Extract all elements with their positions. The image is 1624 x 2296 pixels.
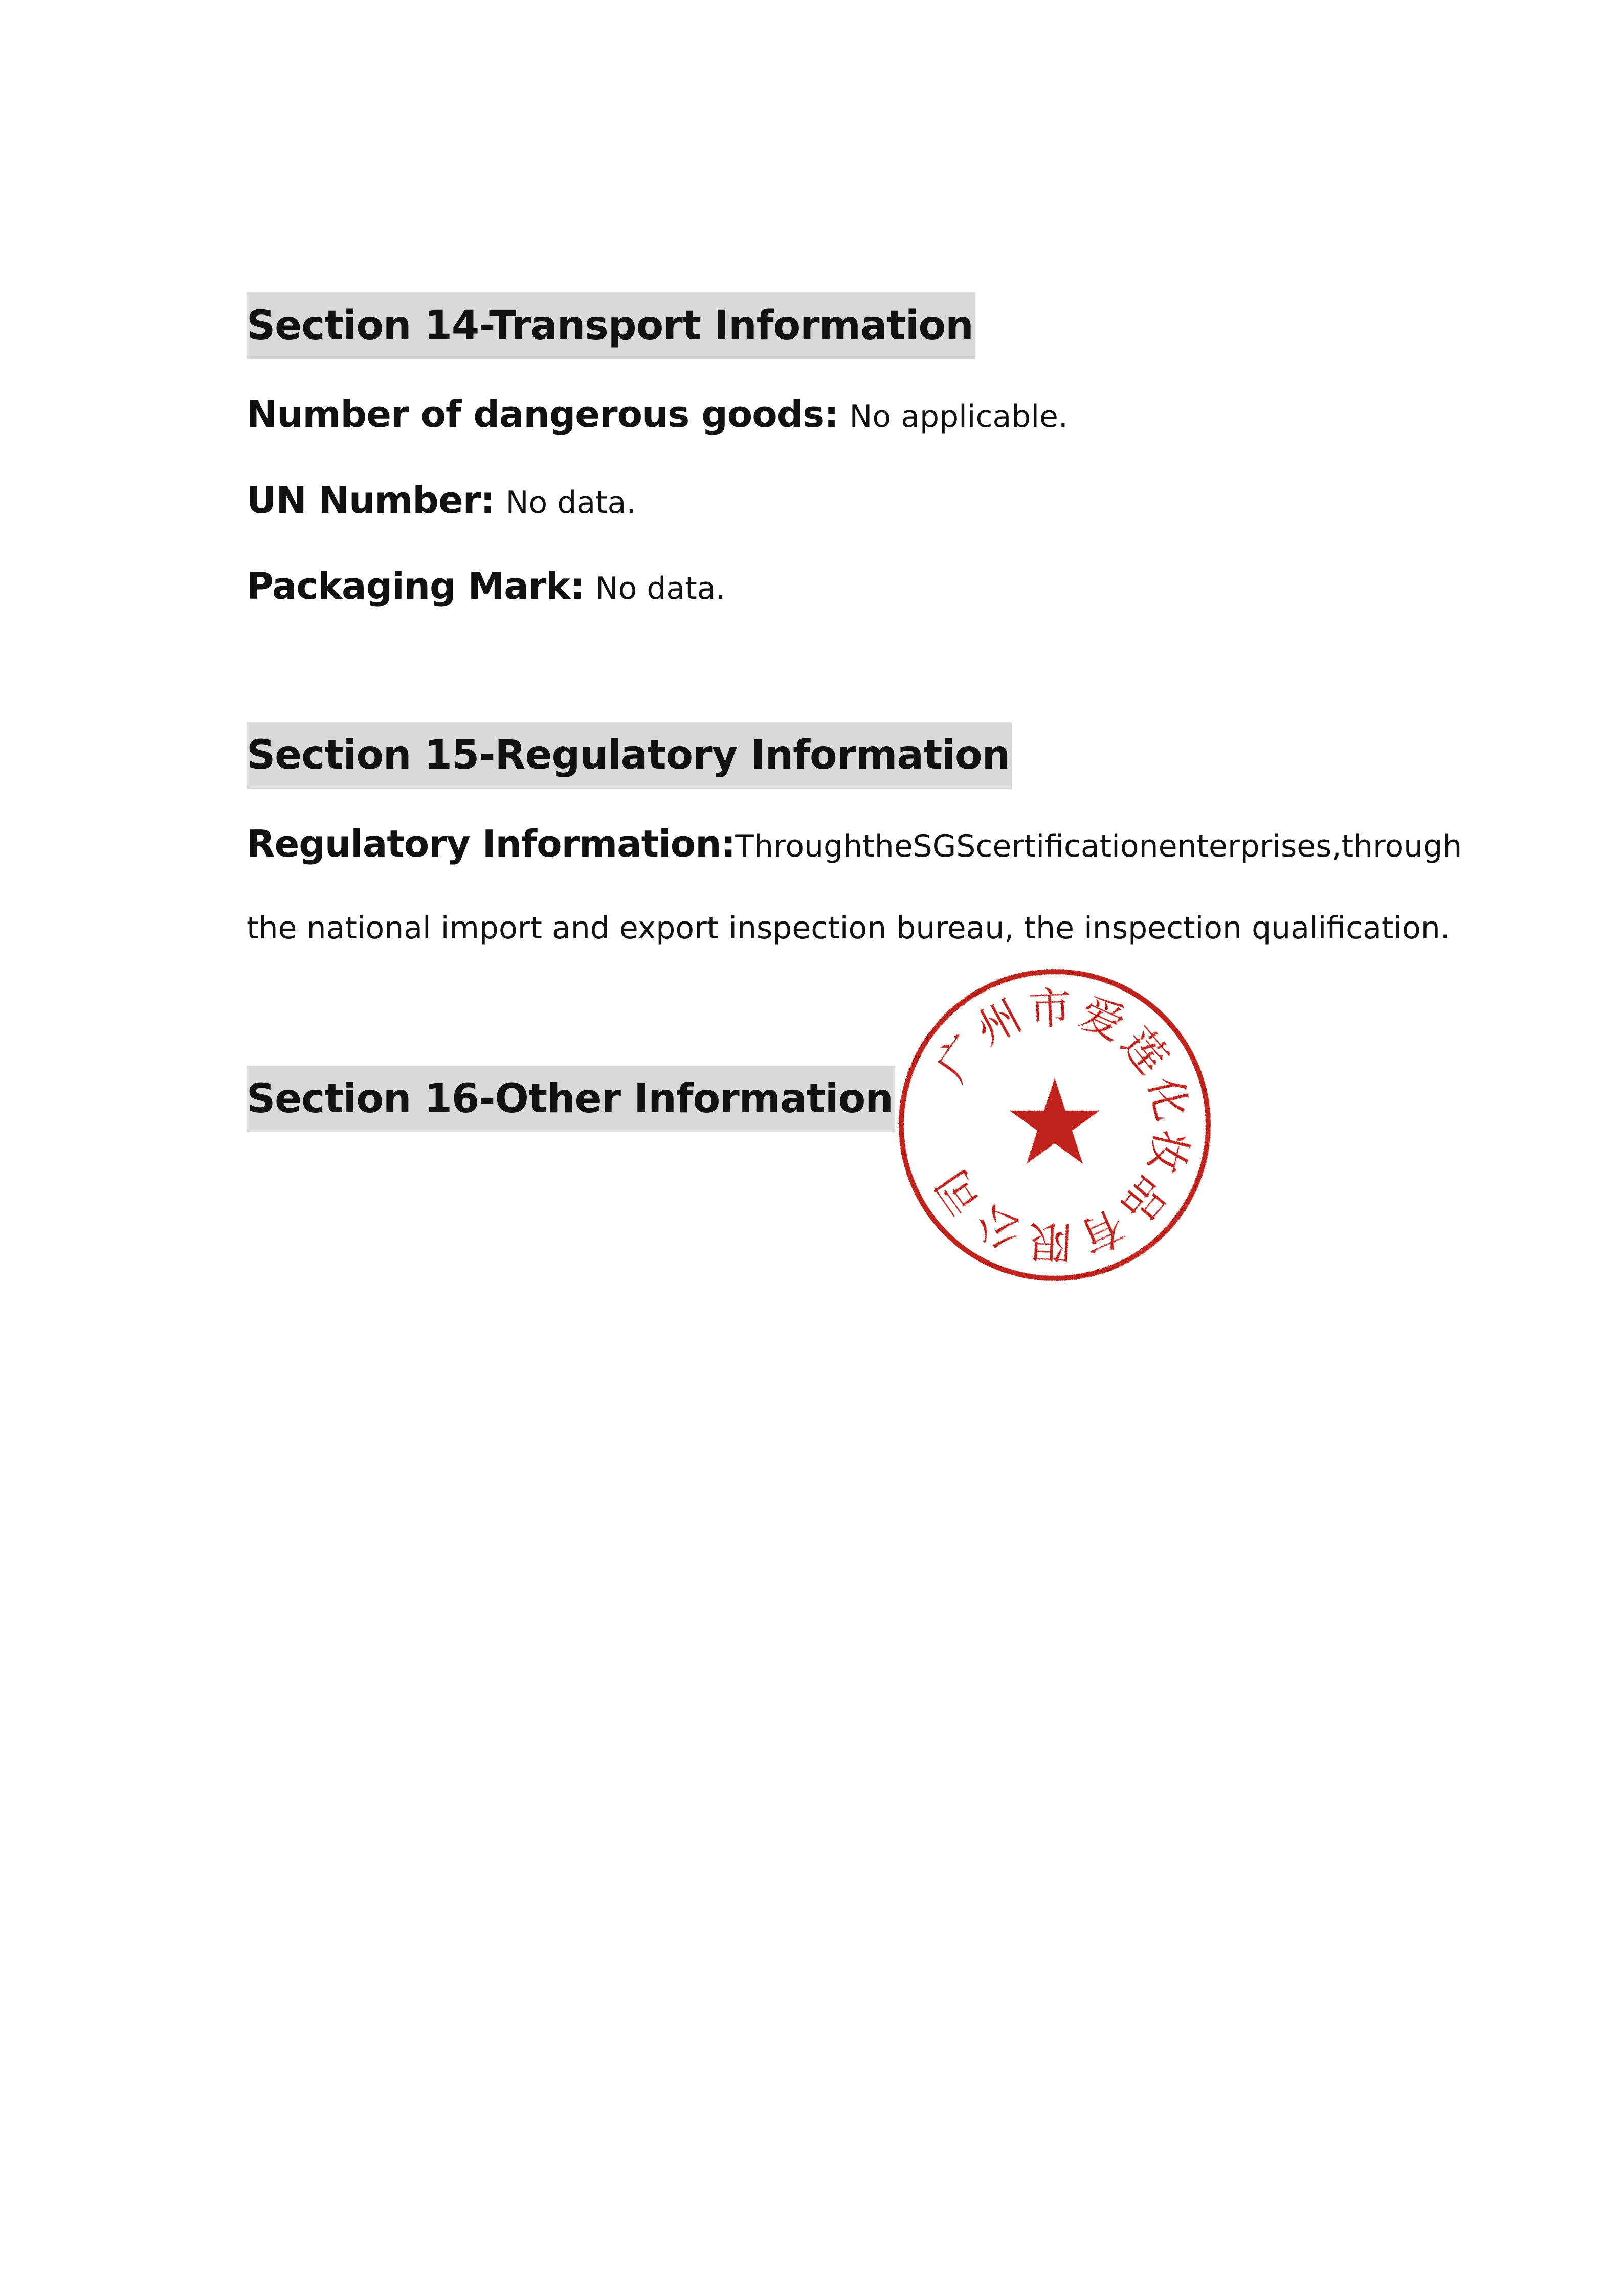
field-dangerous-goods	[247, 389, 1068, 442]
section-14-heading: Section 14-Transport Information	[247, 292, 975, 359]
field-label: UN Number:	[247, 479, 495, 522]
field-label: Regulatory Information:	[247, 822, 736, 865]
paragraph-word: certification	[975, 828, 1159, 864]
paragraph-word: SGS	[913, 828, 976, 864]
section-15-heading: Section 15-Regulatory Information	[247, 722, 1012, 789]
field-un-number	[247, 475, 636, 528]
paragraph-word: Through	[735, 828, 863, 864]
seal-character: 司	[926, 1160, 992, 1224]
seal-character: 爱	[1072, 987, 1132, 1050]
field-value: No data.	[505, 485, 636, 521]
company-seal-stamp	[896, 966, 1213, 1284]
seal-character: 有	[1072, 1200, 1132, 1263]
seal-graphic	[896, 966, 1213, 1284]
seal-character: 广	[926, 1026, 992, 1090]
paragraph-word: through	[1341, 828, 1462, 864]
field-value: No applicable.	[849, 399, 1068, 435]
seal-character: 莲	[1111, 1018, 1178, 1084]
section-16-heading: Section 16-Other Information	[247, 1066, 895, 1132]
paragraph-line-1	[247, 818, 1462, 869]
seal-character: 化	[1139, 1071, 1198, 1126]
field-packaging-mark	[247, 560, 726, 614]
seal-character: 市	[1028, 982, 1073, 1034]
seal-character: 州	[968, 990, 1030, 1055]
field-value: No data.	[595, 571, 726, 606]
paragraph-line-2: the national import and export inspection bureau, the inspection qualification.	[247, 910, 1450, 946]
seal-character: 公	[968, 1195, 1030, 1260]
field-label: Packaging Mark:	[247, 565, 585, 607]
star-icon	[1010, 1078, 1100, 1164]
seal-character: 妆	[1139, 1124, 1198, 1179]
seal-character: 品	[1111, 1166, 1178, 1232]
paragraph-word: enterprises,	[1158, 828, 1342, 864]
field-label: Number of dangerous goods:	[247, 393, 838, 436]
paragraph-word: the	[862, 828, 913, 864]
seal-character: 限	[1028, 1215, 1073, 1268]
